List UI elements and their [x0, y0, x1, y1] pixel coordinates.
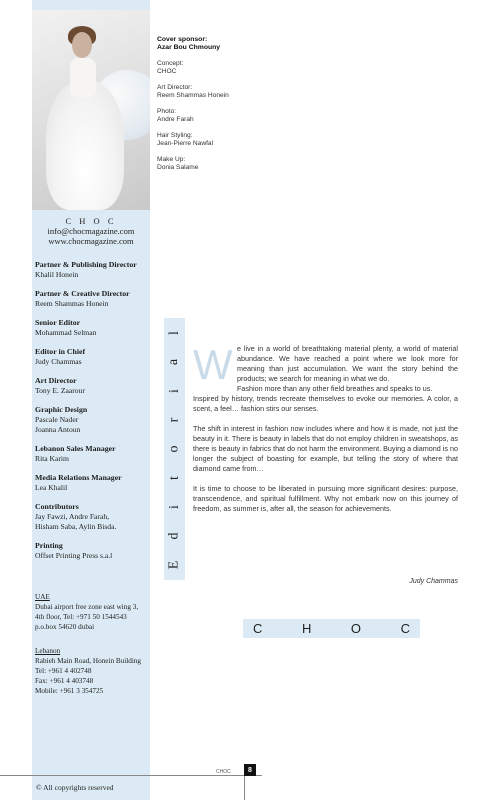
staff-entry: [35, 289, 150, 309]
staff-names: Reem Shammas Honein: [35, 299, 109, 308]
staff-entry: [35, 502, 150, 532]
staff-entry: [35, 405, 150, 435]
staff-names: Tony E. Zaarour: [35, 386, 85, 395]
editorial-letter: r: [166, 417, 182, 423]
staff-names: Mohammad Selman: [35, 328, 97, 337]
editorial-letter: i: [166, 505, 182, 510]
staff-names: Khalil Honein: [35, 270, 79, 279]
staff-role: Senior Editor: [35, 318, 81, 327]
page-number: 8: [244, 764, 256, 776]
magazine-name: C H O C: [65, 216, 117, 226]
magazine-email[interactable]: info@chocmagazine.com: [47, 226, 135, 236]
editorial-letter: E: [166, 561, 182, 570]
credit-sponsor-name: Azar Bou Chmouny: [157, 44, 221, 51]
magazine-website[interactable]: www.chocmagazine.com: [48, 236, 134, 246]
staff-entry: [35, 444, 150, 464]
cover-torso-shape: [70, 58, 96, 98]
staff-entry: [35, 376, 150, 396]
copyright-text: © All copyrights reserved: [36, 783, 114, 792]
cover-head-shape: [72, 32, 92, 58]
choc-banner: [243, 619, 420, 638]
credit-label: Art Director:: [157, 84, 193, 91]
credit-value: Donia Salame: [157, 164, 199, 171]
footer-label: CHOC: [216, 769, 231, 775]
banner-letter: H: [301, 621, 312, 636]
credit-item: [157, 156, 307, 172]
staff-role: Art Director: [35, 376, 77, 385]
staff-list: [35, 260, 150, 570]
staff-role: Partner & Publishing Director: [35, 260, 137, 269]
staff-names: Offset Printing Press s.a.l: [35, 551, 113, 560]
credit-sponsor: [157, 36, 307, 52]
address-uae: [35, 592, 153, 632]
staff-role: Printing: [35, 541, 63, 550]
address-lebanon-body: Rabieh Main Road, Honein Building Tel: +961 4 402748 Fax: +961 4 403748 Mobile: +961 3 354725: [35, 657, 142, 695]
drop-cap: W: [193, 341, 233, 388]
banner-letter: C: [400, 621, 410, 636]
credit-label: Photo:: [157, 108, 177, 115]
credit-item: [157, 132, 307, 148]
staff-entry: [35, 260, 150, 280]
magazine-contact: [32, 216, 150, 246]
credit-value: Jean-Pierre Nawfal: [157, 140, 214, 147]
credit-item: [157, 84, 307, 100]
editorial-signature: Judy Chammas: [409, 578, 458, 585]
staff-role: Contributors: [35, 502, 79, 511]
staff-role: Lebanon Sales Manager: [35, 444, 116, 453]
editorial-letter: t: [166, 476, 182, 481]
editorial-letter: i: [166, 388, 182, 393]
staff-names: Rita Karim: [35, 454, 69, 463]
credit-value: Reem Shammas Honein: [157, 92, 229, 99]
footer-vertical-rule: [244, 776, 245, 800]
article-paragraph-1b: Fashion more than any other field breathes and speaks to us.: [237, 384, 433, 393]
credit-value: CHOC: [157, 68, 177, 75]
banner-letter: O: [350, 621, 362, 636]
staff-entry: [35, 347, 150, 367]
address-lebanon-heading: Lebanon: [35, 647, 61, 655]
article-paragraph-1c: Inspired by history, trends recreate themselves to evoke our memories. A color, a scent, a feel… fashion stirs our senses.: [193, 394, 458, 413]
credit-item: [157, 108, 307, 124]
cover-credits: [157, 36, 307, 180]
article-paragraph-2: The shift in interest in fashion now includes where and how it is made, not just the beauty in it. There is beauty in labels that do not employ children in sweatshops, as there is beauty in fabrics that do not harm the environment. Buying a diamond is no longer the subject of boasting for example, but telling the story of where that diamond came from…: [193, 424, 458, 473]
editorial-letter: d: [166, 532, 182, 540]
address-uae-body: Dubai airport free zone east wing 3, 4th floor, Tel: +971 50 1544543 p.o.box 54620 dubai: [35, 603, 139, 631]
staff-names: Lea Khalil: [35, 483, 68, 492]
cover-dress-shape: [46, 80, 124, 210]
staff-role: Editor in Chief: [35, 347, 86, 356]
staff-role: Media Relations Manager: [35, 473, 122, 482]
credit-sponsor-label: Cover sponsor:: [157, 36, 208, 43]
editorial-article: [193, 341, 458, 524]
editorial-letter: a: [166, 358, 182, 365]
credit-value: Andre Farah: [157, 116, 194, 123]
staff-role: Graphic Design: [35, 405, 88, 414]
address-uae-heading: UAE: [35, 593, 50, 601]
staff-entry: [35, 541, 150, 561]
staff-entry: [35, 318, 150, 338]
article-paragraph-1: e live in a world of breathtaking material plenty, a world of material abundance. We have reached a point where we look more for meaning than just accumulation. We want the story behind the products; we search for meaning in what we do.: [237, 344, 458, 383]
staff-entry: [35, 473, 150, 493]
credit-item: [157, 60, 307, 76]
credit-label: Concept:: [157, 60, 184, 67]
staff-names: Pascale Nader Joanna Antoun: [35, 415, 81, 434]
cover-photo: [32, 10, 150, 210]
editorial-letter: l: [166, 330, 182, 335]
footer-rule: [0, 775, 262, 776]
article-paragraph-3: It is time to choose to be liberated in pursuing more significant desires: purpose, transcendence, and spiritual fulfillment. Why not embark now on this journey of freedom, as summer is, after all, the season for achievements.: [193, 484, 458, 513]
editorial-letter: o: [166, 445, 182, 453]
editorial-vertical-strip: [164, 318, 185, 580]
credit-label: Make Up:: [157, 156, 186, 163]
credit-label: Hair Styling:: [157, 132, 193, 139]
editorial-strip-letters: [164, 318, 185, 580]
banner-letter: C: [253, 621, 263, 636]
staff-names: Judy Chammas: [35, 357, 82, 366]
staff-role: Partner & Creative Director: [35, 289, 130, 298]
staff-names: Jay Fawzi, Andre Farah, Hisham Saba, Aylin Bisda.: [35, 512, 117, 531]
address-lebanon: [35, 646, 153, 696]
